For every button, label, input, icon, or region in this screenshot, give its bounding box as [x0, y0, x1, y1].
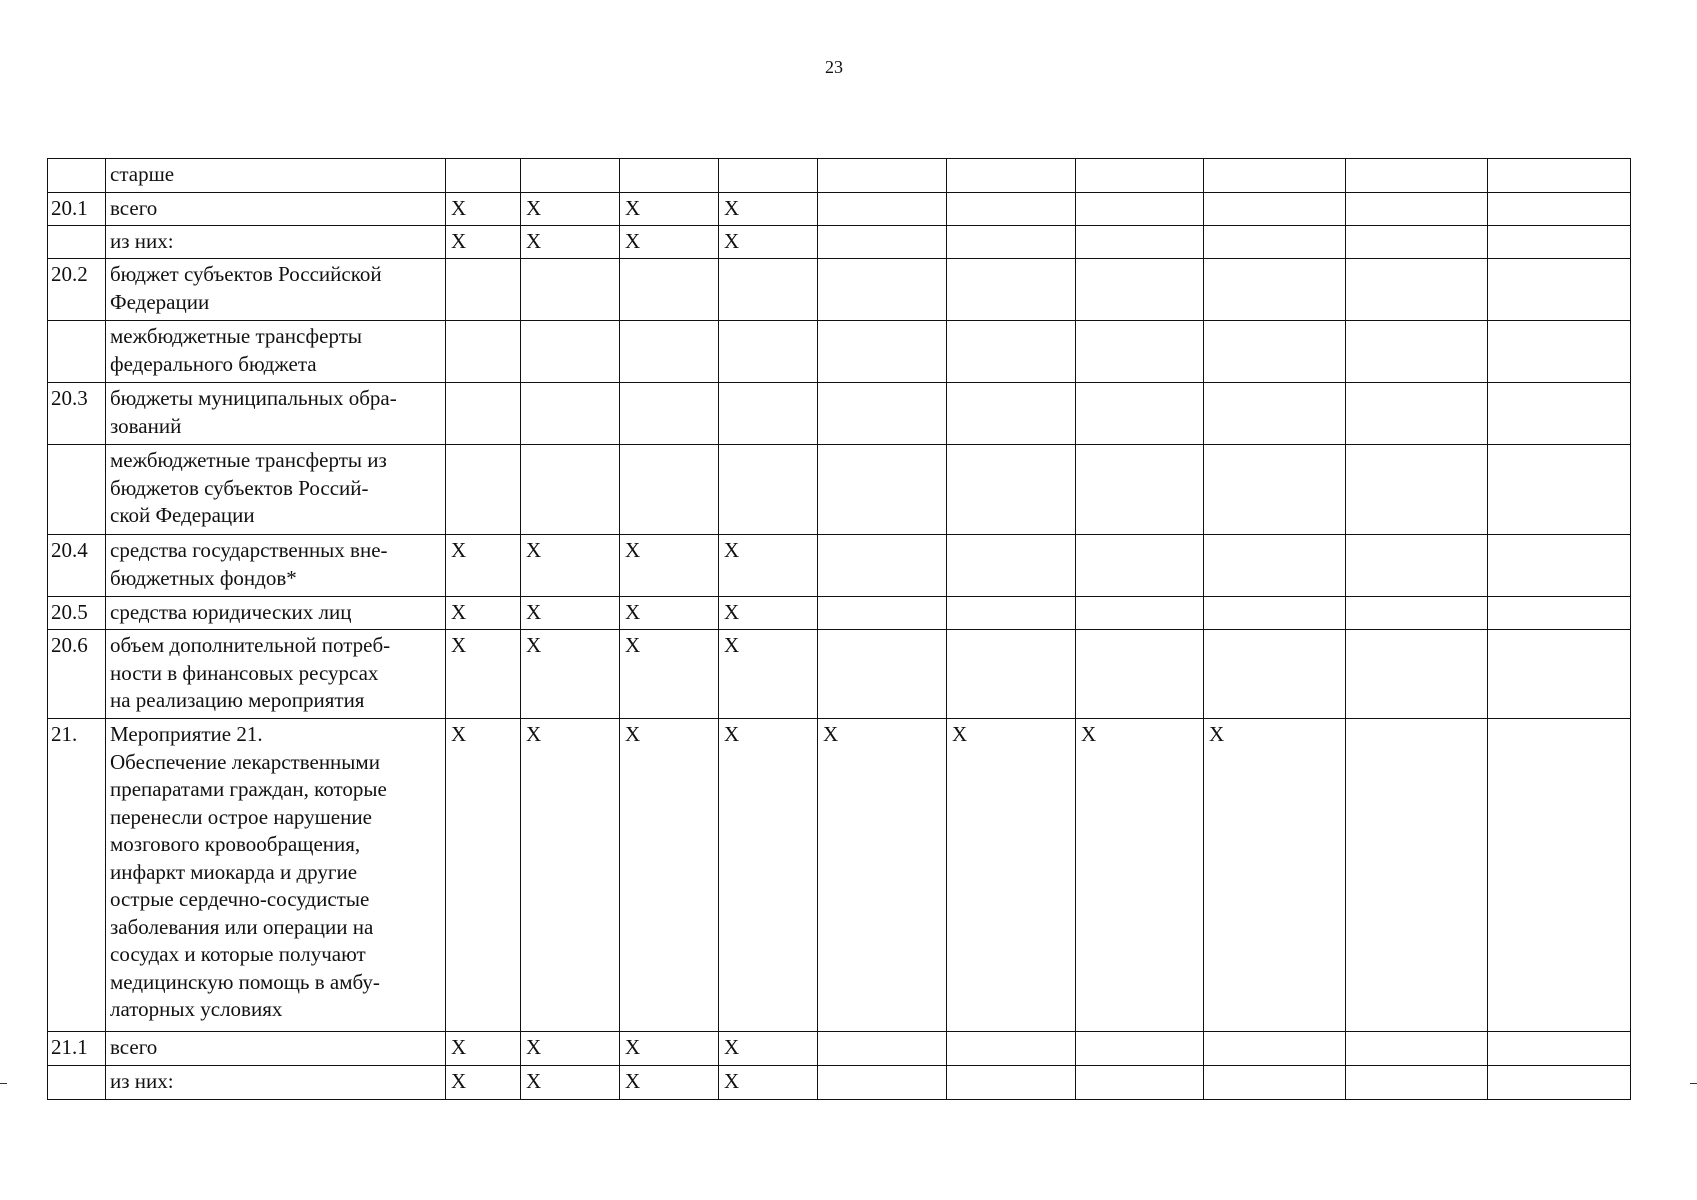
value-cell	[1204, 226, 1346, 259]
value-cell	[947, 383, 1076, 445]
value-cell: X	[521, 1032, 620, 1066]
value-cell: X	[446, 719, 521, 1032]
value-cell	[446, 383, 521, 445]
row-description-cell: средства государственных вне- бюджетных фондов*	[106, 535, 446, 597]
value-cell	[818, 383, 947, 445]
value-cell	[620, 383, 719, 445]
table-row	[48, 383, 1631, 445]
value-cell	[818, 630, 947, 719]
value-cell: X	[446, 535, 521, 597]
table-row	[48, 1032, 1631, 1066]
value-cell	[1488, 193, 1631, 226]
value-cell	[1076, 535, 1204, 597]
value-cell	[1076, 597, 1204, 630]
value-cell: X	[620, 597, 719, 630]
value-cell	[521, 445, 620, 535]
value-cell	[620, 321, 719, 383]
value-cell	[1076, 630, 1204, 719]
value-cell	[521, 159, 620, 193]
row-description-cell: бюджеты муниципальных обра- зований	[106, 383, 446, 445]
value-cell	[1076, 445, 1204, 535]
value-cell	[818, 321, 947, 383]
row-number-cell	[48, 321, 106, 383]
value-cell	[1204, 1032, 1346, 1066]
value-cell	[521, 321, 620, 383]
value-cell: X	[521, 1066, 620, 1100]
value-cell	[1076, 259, 1204, 321]
value-cell	[1346, 383, 1488, 445]
value-cell	[1346, 193, 1488, 226]
row-number-cell: 20.5	[48, 597, 106, 630]
value-cell	[1346, 445, 1488, 535]
value-cell	[620, 159, 719, 193]
margin-tick-left	[0, 1083, 7, 1084]
value-cell: X	[521, 597, 620, 630]
value-cell	[446, 445, 521, 535]
table-row	[48, 159, 1631, 193]
table-row	[48, 630, 1631, 719]
table-row	[48, 321, 1631, 383]
value-cell: X	[620, 226, 719, 259]
value-cell	[947, 321, 1076, 383]
row-number-cell: 20.6	[48, 630, 106, 719]
value-cell	[947, 445, 1076, 535]
value-cell	[620, 259, 719, 321]
value-cell	[1204, 1066, 1346, 1100]
value-cell	[1204, 193, 1346, 226]
row-number-cell: 21.	[48, 719, 106, 1032]
value-cell	[1346, 1066, 1488, 1100]
table-row	[48, 535, 1631, 597]
value-cell	[1204, 383, 1346, 445]
value-cell: X	[620, 1032, 719, 1066]
value-cell	[1488, 445, 1631, 535]
value-cell	[1346, 321, 1488, 383]
value-cell	[1204, 597, 1346, 630]
value-cell: X	[719, 535, 818, 597]
value-cell	[1076, 321, 1204, 383]
value-cell	[1076, 226, 1204, 259]
value-cell	[1346, 1032, 1488, 1066]
value-cell: X	[446, 1066, 521, 1100]
value-cell	[818, 1066, 947, 1100]
value-cell	[1346, 259, 1488, 321]
value-cell: X	[719, 226, 818, 259]
value-cell: X	[521, 719, 620, 1032]
value-cell	[1488, 1032, 1631, 1066]
value-cell: X	[719, 1032, 818, 1066]
row-description-cell: объем дополнительной потреб- ности в финансовых ресурсах на реализацию мероприятия	[106, 630, 446, 719]
value-cell	[1204, 259, 1346, 321]
row-number-cell: 21.1	[48, 1032, 106, 1066]
value-cell	[947, 226, 1076, 259]
row-description-cell: из них:	[106, 226, 446, 259]
value-cell	[446, 321, 521, 383]
value-cell: X	[521, 193, 620, 226]
value-cell	[818, 193, 947, 226]
value-cell: X	[521, 630, 620, 719]
row-description-cell: старше	[106, 159, 446, 193]
value-cell: X	[521, 226, 620, 259]
value-cell	[1488, 259, 1631, 321]
value-cell	[1488, 226, 1631, 259]
value-cell: X	[1076, 719, 1204, 1032]
value-cell: X	[719, 719, 818, 1032]
value-cell	[719, 383, 818, 445]
row-description-cell: межбюджетные трансферты из бюджетов субъектов Россий- ской Федерации	[106, 445, 446, 535]
row-description-cell: межбюджетные трансферты федерального бюджета	[106, 321, 446, 383]
value-cell: X	[719, 1066, 818, 1100]
value-cell	[1346, 597, 1488, 630]
table-row	[48, 445, 1631, 535]
table-row	[48, 193, 1631, 226]
value-cell	[818, 1032, 947, 1066]
value-cell	[1204, 159, 1346, 193]
row-number-cell: 20.1	[48, 193, 106, 226]
value-cell	[521, 259, 620, 321]
value-cell	[1488, 597, 1631, 630]
value-cell	[818, 159, 947, 193]
value-cell	[620, 445, 719, 535]
value-cell	[719, 445, 818, 535]
value-cell	[1488, 719, 1631, 1032]
value-cell: X	[446, 226, 521, 259]
value-cell	[1204, 445, 1346, 535]
value-cell: X	[521, 535, 620, 597]
value-cell	[719, 321, 818, 383]
margin-tick-right	[1690, 1083, 1697, 1084]
value-cell: X	[719, 193, 818, 226]
page-number: 23	[825, 57, 843, 77]
value-cell	[818, 597, 947, 630]
value-cell: X	[446, 630, 521, 719]
value-cell	[1076, 383, 1204, 445]
row-number-cell	[48, 1066, 106, 1100]
value-cell	[818, 445, 947, 535]
value-cell: X	[620, 719, 719, 1032]
table-row	[48, 1066, 1631, 1100]
value-cell	[1346, 226, 1488, 259]
value-cell	[1488, 383, 1631, 445]
value-cell	[947, 259, 1076, 321]
value-cell	[1204, 321, 1346, 383]
value-cell	[1488, 630, 1631, 719]
value-cell: X	[947, 719, 1076, 1032]
value-cell: X	[446, 1032, 521, 1066]
table-row	[48, 719, 1631, 1032]
value-cell	[947, 597, 1076, 630]
value-cell: X	[620, 193, 719, 226]
value-cell	[1346, 719, 1488, 1032]
value-cell	[818, 226, 947, 259]
value-cell: X	[620, 1066, 719, 1100]
value-cell	[446, 159, 521, 193]
table-row	[48, 226, 1631, 259]
value-cell	[1346, 159, 1488, 193]
value-cell	[947, 630, 1076, 719]
table-row	[48, 597, 1631, 630]
row-description-cell: средства юридических лиц	[106, 597, 446, 630]
value-cell	[719, 259, 818, 321]
value-cell	[947, 1066, 1076, 1100]
row-description-cell: Мероприятие 21. Обеспечение лекарственными препаратами граждан, которые перенесли острое нарушение мозгового кровообращения, инфаркт миокарда и другие острые сердечно-сосудистые заболевания или операции на сосудах и которые получают медицинскую помощь в амбу- латорных условиях	[106, 719, 446, 1032]
table-row	[48, 259, 1631, 321]
value-cell	[947, 159, 1076, 193]
row-description-cell: бюджет субъектов Российской Федерации	[106, 259, 446, 321]
value-cell	[1076, 1066, 1204, 1100]
row-description-cell: из них:	[106, 1066, 446, 1100]
value-cell	[947, 1032, 1076, 1066]
value-cell	[521, 383, 620, 445]
value-cell	[1076, 193, 1204, 226]
value-cell	[446, 259, 521, 321]
value-cell: X	[719, 597, 818, 630]
row-number-cell	[48, 159, 106, 193]
value-cell	[1488, 535, 1631, 597]
row-number-cell	[48, 445, 106, 535]
value-cell: X	[1204, 719, 1346, 1032]
value-cell	[1076, 159, 1204, 193]
value-cell	[818, 535, 947, 597]
value-cell	[1346, 630, 1488, 719]
value-cell: X	[719, 630, 818, 719]
value-cell: X	[620, 535, 719, 597]
row-number-cell: 20.4	[48, 535, 106, 597]
value-cell	[1488, 321, 1631, 383]
value-cell	[719, 159, 818, 193]
row-description-cell: всего	[106, 1032, 446, 1066]
value-cell: X	[620, 630, 719, 719]
value-cell	[1488, 159, 1631, 193]
value-cell	[1488, 1066, 1631, 1100]
row-number-cell	[48, 226, 106, 259]
value-cell	[1346, 535, 1488, 597]
value-cell	[818, 259, 947, 321]
row-description-cell: всего	[106, 193, 446, 226]
value-cell	[1076, 1032, 1204, 1066]
row-number-cell: 20.3	[48, 383, 106, 445]
value-cell: X	[818, 719, 947, 1032]
value-cell	[1204, 630, 1346, 719]
value-cell	[947, 193, 1076, 226]
value-cell: X	[446, 193, 521, 226]
row-number-cell: 20.2	[48, 259, 106, 321]
value-cell: X	[446, 597, 521, 630]
value-cell	[1204, 535, 1346, 597]
value-cell	[947, 535, 1076, 597]
budget-table	[47, 158, 1631, 1100]
